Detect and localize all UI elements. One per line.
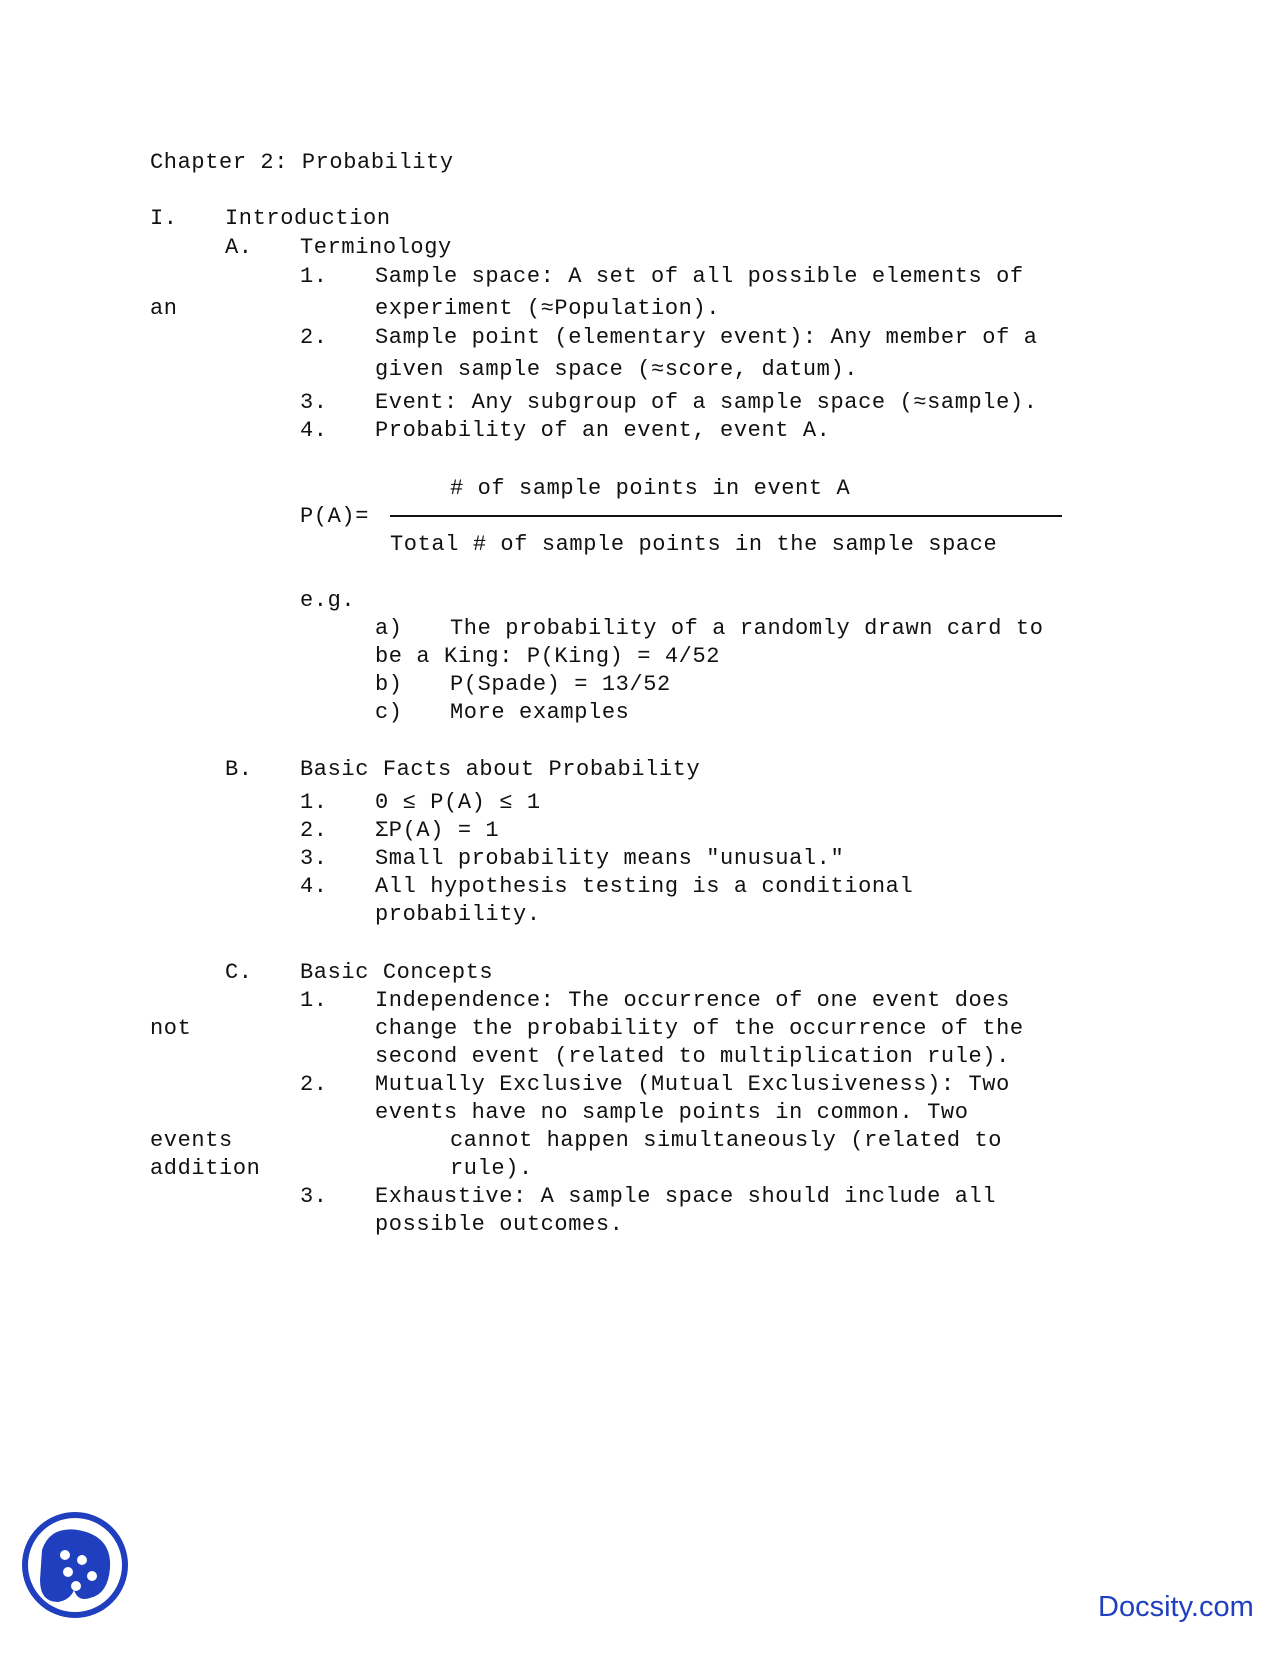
subsection-heading: Basic Concepts (300, 960, 494, 985)
list-item: change the probability of the occurrence of the (375, 1016, 1024, 1041)
list-item: Mutually Exclusive (Mutual Exclusiveness): Two (375, 1072, 1010, 1097)
list-item: Event: Any subgroup of a sample space (≈sample). (375, 390, 1038, 415)
list-item: Small probability means "unusual." (375, 846, 845, 871)
wrapped-word: events (150, 1128, 233, 1153)
subsection-letter: A. (225, 235, 253, 260)
wrapped-word: an (150, 296, 178, 321)
list-number: 1. (300, 988, 328, 1013)
formula-denominator: Total # of sample points in the sample space (390, 532, 998, 557)
example-text: The probability of a randomly drawn card to (450, 616, 1044, 641)
list-number: 1. (300, 264, 328, 289)
list-item: Probability of an event, event A. (375, 418, 831, 443)
list-number: 2. (300, 818, 328, 843)
list-item: Sample point (elementary event): Any member of a (375, 325, 1038, 350)
page-title: Chapter 2: Probability (150, 150, 454, 175)
list-number: 2. (300, 1072, 328, 1097)
list-item: Independence: The occurrence of one event does (375, 988, 1010, 1013)
list-item: probability. (375, 902, 541, 927)
list-item: cannot happen simultaneously (related to (450, 1128, 1003, 1153)
example-label: e.g. (300, 588, 356, 613)
wrapped-word: addition (150, 1156, 261, 1181)
formula-numerator: # of sample points in event A (450, 476, 851, 501)
list-item: second event (related to multiplication rule). (375, 1044, 1010, 1069)
list-number: 3. (300, 846, 328, 871)
subsection-heading: Basic Facts about Probability (300, 757, 701, 782)
section-number: I. (150, 206, 178, 231)
example-text: More examples (450, 700, 630, 725)
wrapped-word: not (150, 1016, 192, 1041)
list-item: rule). (450, 1156, 533, 1181)
example-text: be a King: P(King) = 4/52 (375, 644, 721, 669)
list-number: 3. (300, 390, 328, 415)
list-number: 1. (300, 790, 328, 815)
subsection-letter: B. (225, 757, 253, 782)
section-heading: Introduction (225, 206, 391, 231)
list-item: experiment (≈Population). (375, 296, 721, 321)
example-letter: c) (375, 700, 403, 725)
subsection-heading: Terminology (300, 235, 452, 260)
list-number: 4. (300, 418, 328, 443)
list-item: Sample space: A set of all possible elements of (375, 264, 1024, 289)
formula-lhs: P(A)= (300, 504, 370, 529)
list-number: 4. (300, 874, 328, 899)
list-number: 3. (300, 1184, 328, 1209)
fraction-bar (390, 515, 1062, 517)
docsity-logo-icon[interactable] (20, 1510, 130, 1620)
list-item: events have no sample points in common. Two (375, 1100, 969, 1125)
list-item: given sample space (≈score, datum). (375, 357, 859, 382)
example-letter: a) (375, 616, 403, 641)
list-item: 0 ≤ P(A) ≤ 1 (375, 790, 541, 815)
list-item: Exhaustive: A sample space should include all (375, 1184, 997, 1209)
example-text: P(Spade) = 13/52 (450, 672, 671, 697)
list-item: All hypothesis testing is a conditional (375, 874, 914, 899)
subsection-letter: C. (225, 960, 253, 985)
list-item: possible outcomes. (375, 1212, 624, 1237)
docsity-brand-link[interactable]: Docsity.com (1098, 1591, 1254, 1623)
list-item: ΣP(A) = 1 (375, 818, 500, 843)
list-number: 2. (300, 325, 328, 350)
example-letter: b) (375, 672, 403, 697)
